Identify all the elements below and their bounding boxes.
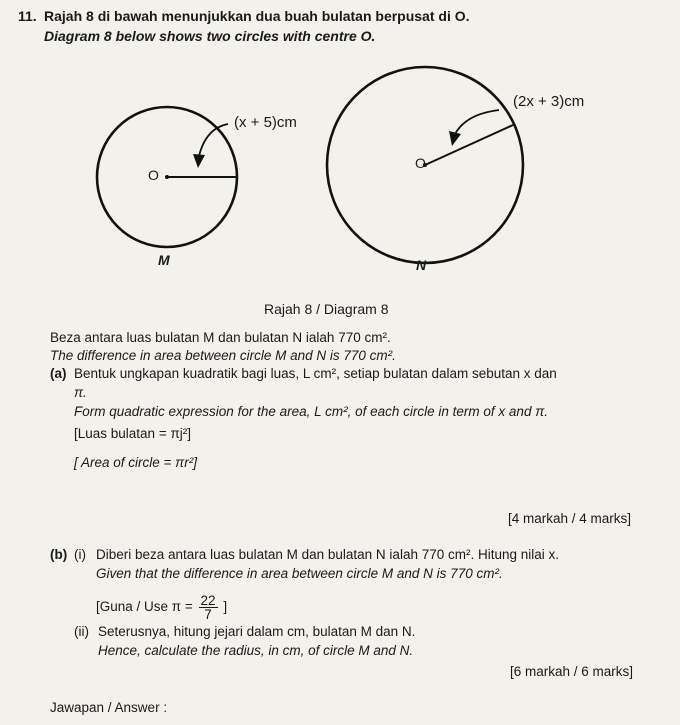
use-pi-suffix: ]: [223, 599, 228, 615]
circle-n-name: N: [416, 257, 427, 273]
arrow-m-head-icon: [193, 154, 205, 168]
part-b-i-malay: Diberi beza antara luas bulatan M dan bulatan N ialah 770 cm². Hitung nilai x.: [96, 547, 560, 562]
pi-fraction: [199, 594, 218, 621]
answer-label: Jawapan / Answer :: [50, 700, 168, 715]
part-b-ii-malay: Seterusnya, hitung jejari dalam cm, bulatan M dan N.: [98, 624, 416, 639]
radius-n-line: [425, 125, 513, 165]
part-b-label: (b): [50, 547, 68, 562]
diagram-caption: Rajah 8 / Diagram 8: [264, 301, 389, 317]
part-b-i-label: (i): [74, 547, 86, 562]
part-b-ii-label: (ii): [74, 624, 89, 639]
given-english: The difference in area between circle M and N is 770 cm².: [50, 348, 396, 363]
centre-m-dot: [165, 175, 169, 179]
part-a-malay: Bentuk ungkapan kuadratik bagi luas, L cm², setiap bulatan dalam sebutan x dan: [74, 366, 557, 381]
use-pi-hint: [96, 594, 227, 621]
part-a-english: Form quadratic expression for the area, L cm², of each circle in term of x and π.: [74, 404, 548, 419]
part-b-i-english: Given that the difference in area between circle M and N is 770 cm².: [96, 566, 503, 581]
arrow-n-shaft: [455, 110, 499, 134]
part-a-marks: [4 markah / 4 marks]: [508, 511, 632, 526]
intro-english: Diagram 8 below shows two circles with centre O.: [44, 28, 376, 44]
question-number: 11.: [18, 8, 37, 24]
part-a-malay-cont: π.: [74, 385, 87, 400]
part-b-ii-english: Hence, calculate the radius, in cm, of circle M and N.: [98, 643, 414, 658]
arrow-m-shaft: [199, 124, 228, 156]
part-a-hint-malay: [Luas bulatan = πj²]: [74, 426, 192, 441]
radius-n-label: (2x + 3)cm: [513, 93, 585, 110]
part-a-label: (a): [50, 366, 67, 381]
arrow-n-head-icon: [449, 131, 461, 146]
given-malay: Beza antara luas bulatan M dan bulatan N ialah 770 cm².: [50, 330, 391, 345]
centre-m-label: O: [148, 167, 159, 183]
centre-n-label: O: [415, 155, 426, 171]
part-a-hint-english: [ Area of circle = πr²]: [74, 455, 197, 470]
radius-m-label: (x + 5)cm: [234, 114, 297, 131]
pi-numerator: 22: [200, 593, 216, 608]
pi-denominator: 7: [204, 607, 212, 622]
circle-m-name: M: [158, 252, 170, 268]
use-pi-prefix: [Guna / Use π =: [96, 599, 193, 615]
intro-malay: Rajah 8 di bawah menunjukkan dua buah bulatan berpusat di O.: [44, 8, 470, 24]
part-b-marks: [6 markah / 6 marks]: [510, 664, 634, 679]
